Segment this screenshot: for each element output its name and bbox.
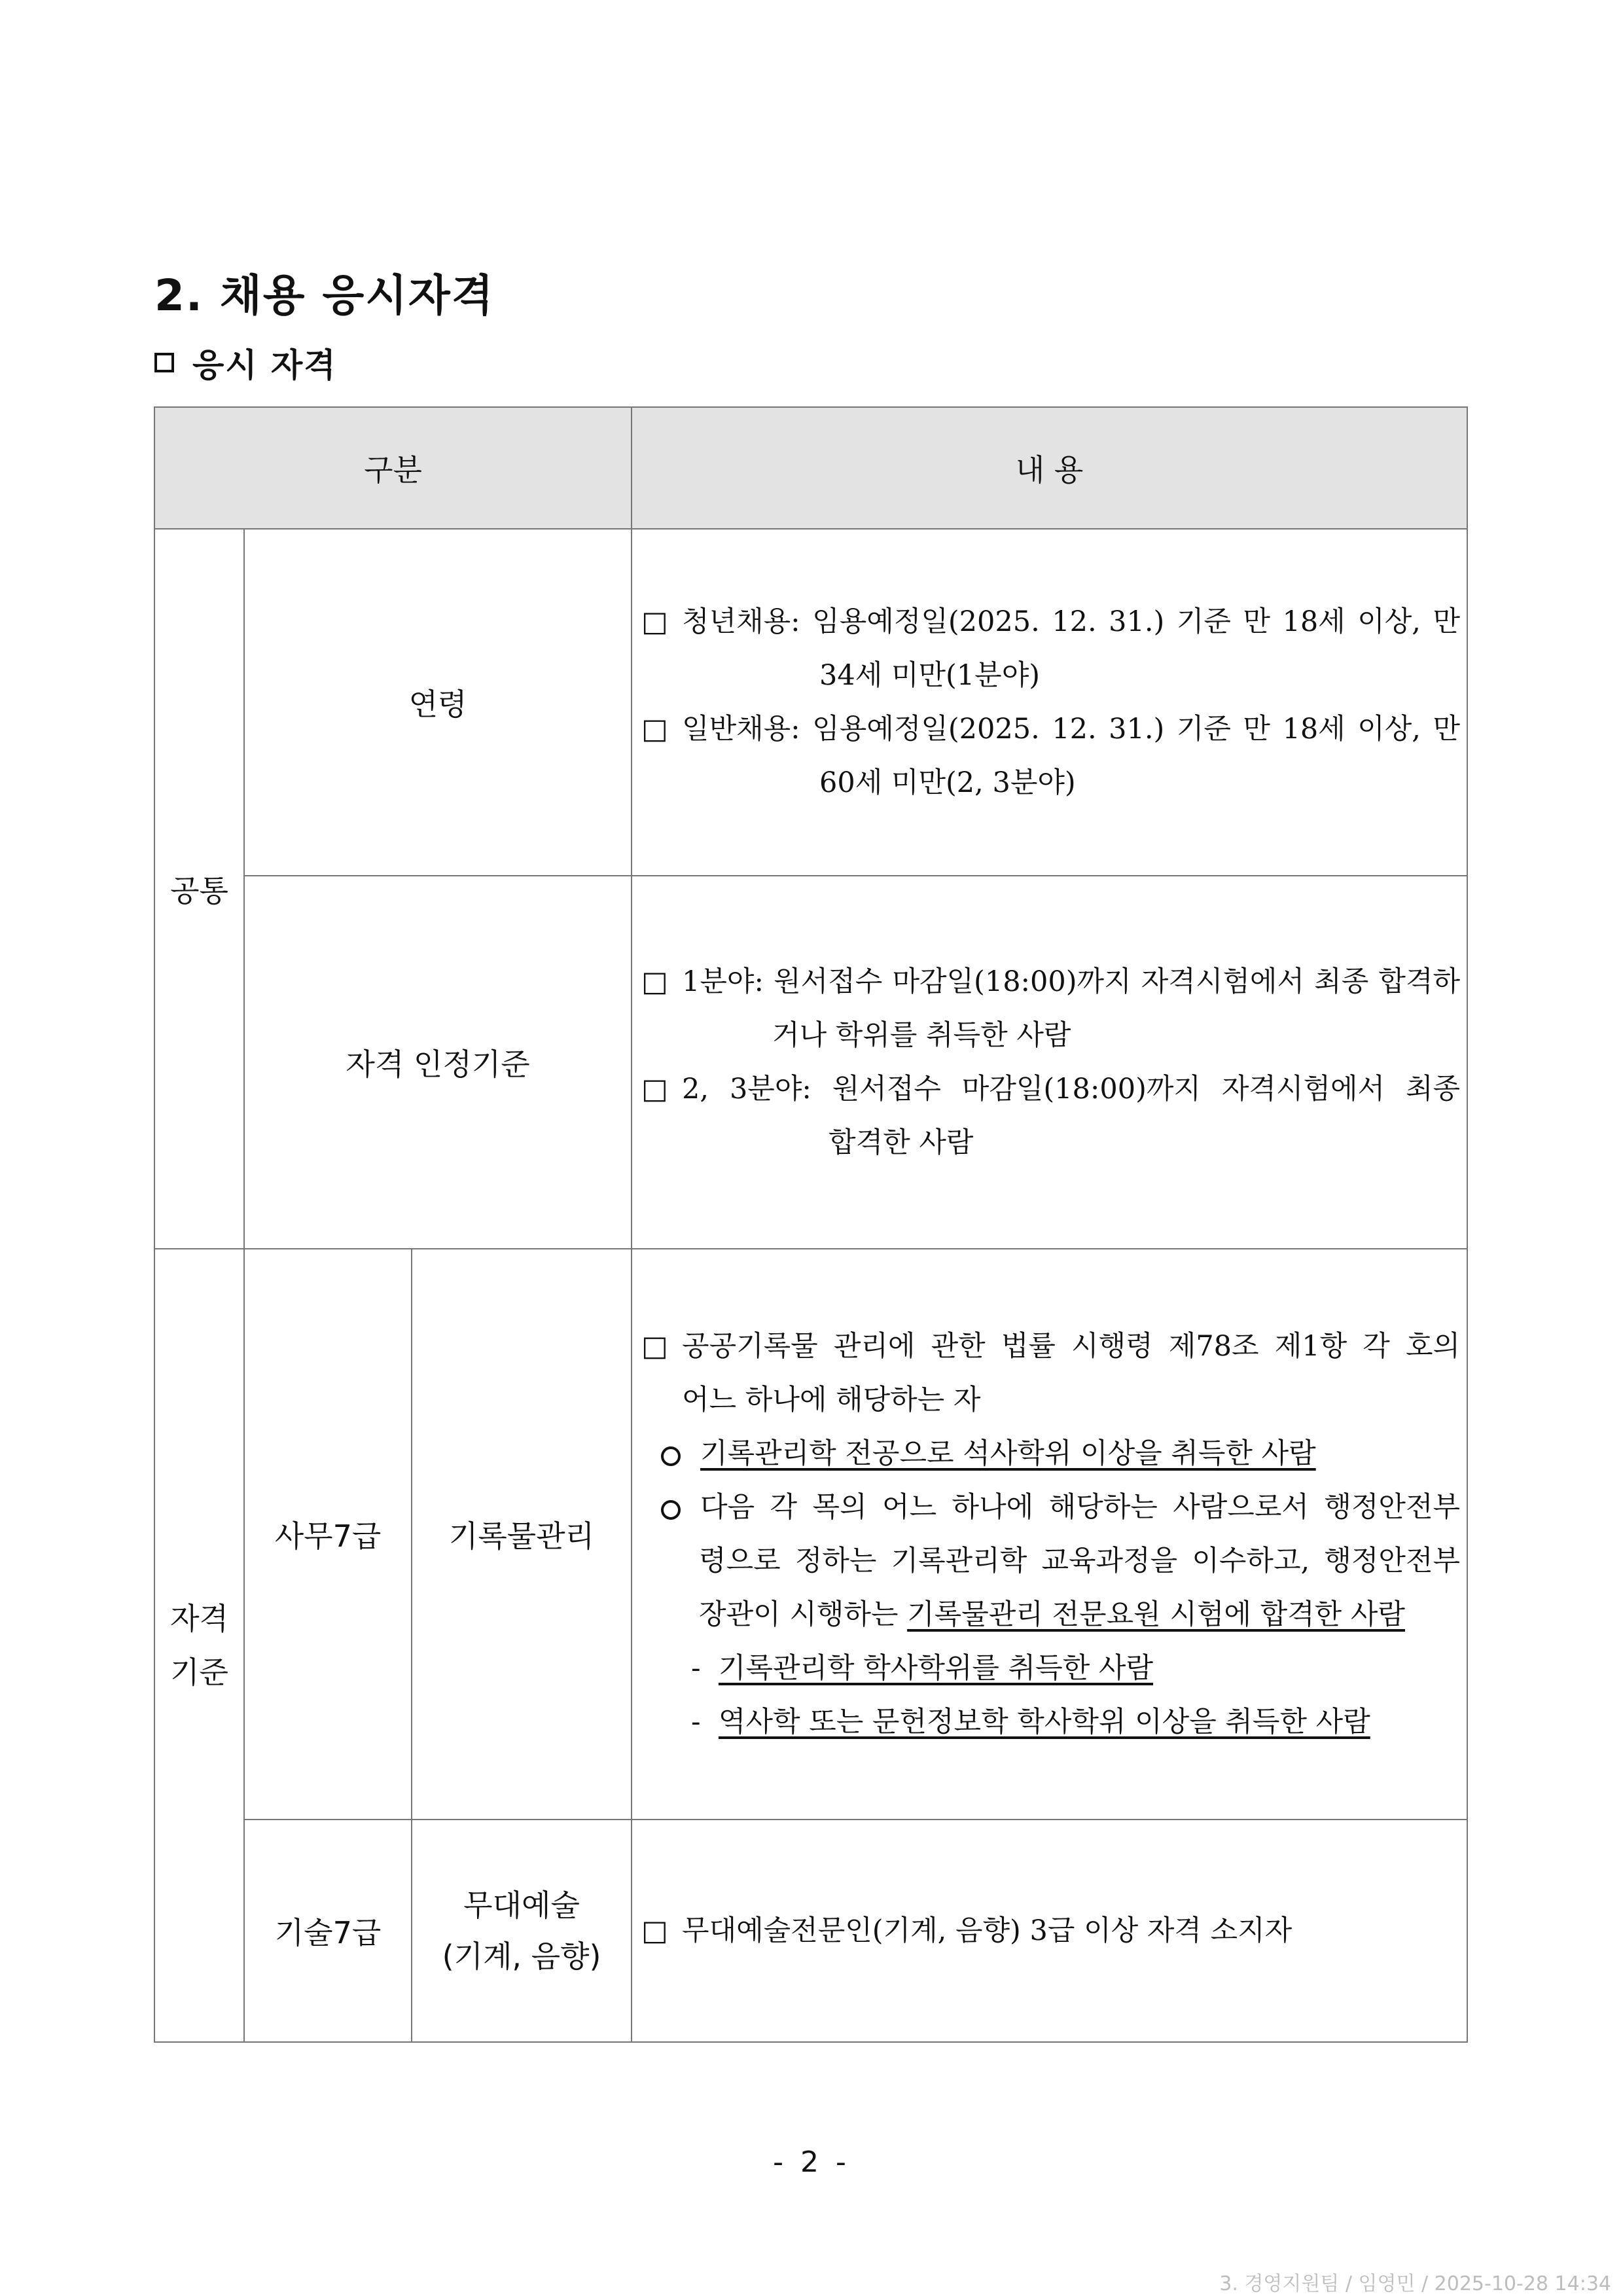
age-content [632, 529, 1467, 876]
group-label-criteria [154, 1249, 244, 2042]
office-intro-text: 공공기록물 관리에 관한 법률 시행령 제78조 제1항 각 호의 [682, 1330, 1461, 1363]
office-point-2-line2: 령으로 정하는 기록관리학 교육과정을 이수하고, 행정안전부 [699, 1545, 1461, 1577]
office-sub-1 [641, 1641, 1460, 1695]
office-content [632, 1249, 1467, 1820]
circle-bullet-icon [661, 1446, 681, 1466]
qual-item-2 [641, 1062, 1460, 1116]
tech-field [412, 1820, 632, 2042]
checkbox-icon: □ [641, 713, 668, 745]
row-label-qualification: 자격 인정기준 [244, 876, 632, 1249]
office-intro-cont: 어느 하나에 해당하는 자 [682, 1384, 981, 1416]
checkbox-icon: □ [641, 1914, 668, 1947]
tech-field-line2: (기계, 음향) [442, 1939, 601, 1974]
header-content: 내 용 [632, 407, 1467, 529]
row-label-age: 연령 [244, 529, 632, 876]
checkbox-icon: □ [641, 605, 668, 638]
age-youth-text: 청년채용: 임용예정일(2025. 12. 31.) 기준 만 18세 이상, 만 [682, 605, 1461, 638]
office-grade: 사무7급 [244, 1249, 412, 1820]
table-row-qualification [154, 876, 1467, 1249]
office-point-2-line3-a: 장관이 시행하는 [699, 1598, 908, 1631]
office-point-2 [641, 1480, 1460, 1534]
qual-2-text: 2, 3분야: 원서접수 마감일(18:00)까지 자격시험에서 최종 [682, 1073, 1461, 1105]
table-row-age [154, 529, 1467, 876]
office-point-1 [641, 1427, 1460, 1480]
tech-grade: 기술7급 [244, 1820, 412, 2042]
office-intro [641, 1319, 1460, 1373]
office-point-1-text: 기록관리학 전공으로 석사학위 이상을 취득한 사람 [700, 1437, 1316, 1470]
subtitle-text: 응시 자격 [192, 346, 337, 384]
section-subtitle [154, 339, 337, 386]
square-bullet-icon [154, 353, 174, 372]
dash-icon: - [691, 1652, 701, 1685]
checkbox-icon: □ [641, 965, 668, 998]
table-row-tech [154, 1820, 1467, 2042]
office-point-2-line1: 다음 각 목의 어느 하나에 해당하는 사람으로서 행정안전부 [700, 1491, 1461, 1524]
office-sub-2-text: 역사학 또는 문헌정보학 학사학위 이상을 취득한 사람 [718, 1706, 1370, 1738]
table-header-row [154, 407, 1467, 529]
tech-field-line1: 무대예술 [463, 1888, 580, 1923]
age-youth-cont: 34세 미만(1분야) [819, 659, 1041, 692]
section-title: 2. 채용 응시자격 [154, 270, 495, 321]
footer-watermark: 3. 경영지원팀 / 임영민 / 2025-10-28 14:34 [1219, 2272, 1611, 2295]
qual-2-cont: 합격한 사람 [829, 1126, 974, 1159]
office-sub-2 [641, 1695, 1460, 1749]
page-number: - 2 - [773, 2145, 850, 2179]
qual-1-text: 1분야: 원서접수 마감일(18:00)까지 자격시험에서 최종 합격하 [682, 965, 1461, 998]
office-point-2-line3 [641, 1588, 1460, 1641]
qualification-table [154, 406, 1468, 2043]
qualification-content [632, 876, 1467, 1249]
criteria-label-2: 기준 [170, 1655, 228, 1690]
criteria-label-1: 자격 [170, 1601, 228, 1636]
checkbox-icon: □ [641, 1330, 668, 1363]
dash-icon: - [691, 1706, 701, 1738]
table-row-office [154, 1249, 1467, 1820]
tech-content [632, 1820, 1467, 2042]
checkbox-icon: □ [641, 1073, 668, 1105]
group-label-common: 공통 [154, 529, 244, 1249]
office-point-2-line2-row [641, 1534, 1460, 1588]
qual-item-1 [641, 955, 1460, 1009]
age-general-cont: 60세 미만(2, 3분야) [819, 766, 1076, 799]
age-general-text: 일반채용: 임용예정일(2025. 12. 31.) 기준 만 18세 이상, 만 [682, 713, 1461, 745]
tech-item [641, 1904, 1460, 1958]
age-item-general [641, 702, 1460, 756]
circle-bullet-icon [661, 1500, 681, 1520]
age-item-youth [641, 595, 1460, 649]
office-field: 기록물관리 [412, 1249, 632, 1820]
qual-1-cont: 거나 학위를 취득한 사람 [772, 1019, 1071, 1052]
office-point-2-line3-b: 기록물관리 전문요원 시험에 합격한 사람 [907, 1598, 1405, 1631]
office-sub-1-text: 기록관리학 학사학위를 취득한 사람 [718, 1652, 1153, 1685]
tech-item-text: 무대예술전문인(기계, 음향) 3급 이상 자격 소지자 [682, 1914, 1293, 1947]
header-category: 구분 [154, 407, 632, 529]
